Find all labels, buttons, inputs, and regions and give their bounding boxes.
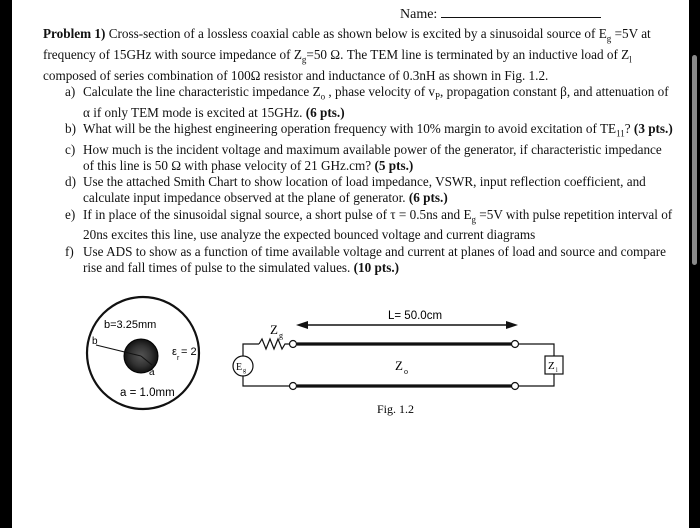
epsilon-value: = 2 [181,346,197,358]
coax-cross-section [87,297,199,409]
epsilon-symbol: ε [172,346,177,358]
name-label: Name: [400,7,438,22]
length-arrow-left-head [296,321,308,329]
a-dimension-label: a = 1.0mm [120,387,175,399]
eg-label: E [236,362,243,373]
bottom-right-terminal [512,383,519,390]
zg-label: Z [270,322,278,337]
question-b: b) What will be the highest engineering operation frequency with 10% margin to avoid excitation of $TE_{11}$? (3 pts.) [65,120,673,139]
question-f: f) Use ADS to show as a function of time available voltage and current at planes of load and source and compare rise and fall times of pulse to the simulated values. (10 pts.) [65,243,666,275]
top-left-terminal [290,341,297,348]
zl-label: Z [548,360,555,372]
source-top-wire [243,344,259,356]
length-arrow-right-head [506,321,518,329]
zl-subscript: l [556,368,558,374]
a-letter: a [149,367,155,378]
eg-subscript: g [243,368,246,374]
b-letter: b [92,336,98,347]
question-d: d) Use the attached Smith Chart to show location of load impedance, VSWR, input reflection coefficient, and calculate input impedance observed at the plane of generator. (6 pts.) [65,174,646,206]
zg-resistor [259,339,290,349]
question-c: c) How much is the incident voltage and maximum available power of the generator, if characteristic impedance of this line is 50 Ω with phase velocity of 21 GHz.cm? (5 pts.) [65,141,662,173]
epsilon-subscript: r [177,355,180,362]
z0-label: Z [395,358,403,373]
z0-subscript: o [404,367,408,376]
question-e: e) If in place of the sinusoidal signal source, a short pulse of τ = 0.5ns and $E_g =5V$ with pulse repetition interval of 20ns excites this line, use analyze the expected bounced voltage and current diagrams [65,206,673,243]
problem-number: Problem 1) [43,26,106,41]
problem-intro: Problem 1) Cross-section of a lossless coaxial cable as shown below is excited by a sinusoidal source of $E_g =5V$ at frequency of 15GHz with source impedance of $Z_g=50$ Ω. The TEM line is terminated by an inductive load of $Z_l$ composed of series combination of 100Ω resistor and inductance of 0.3nH as shown in Fig. 1.2. [43,26,651,83]
question-a: a) Calculate the line characteristic impedance $Z_o$ , phase velocity of $v_P$, propagation constant β, and attenuation of α if only TEM mode is excited at 15GHz. (6 pts.) [65,83,669,120]
figure-caption: Fig. 1.2 [377,402,415,416]
b-dimension-label: b=3.25mm [104,319,157,331]
load-top-wire [519,344,554,356]
source-bottom-wire [243,376,290,386]
bottom-left-terminal [290,383,297,390]
zg-subscript: g [279,331,283,340]
load-bottom-wire [519,374,554,386]
length-label: L= 50.0cm [388,310,443,322]
transmission-line-schematic [233,310,563,416]
top-right-terminal [512,341,519,348]
